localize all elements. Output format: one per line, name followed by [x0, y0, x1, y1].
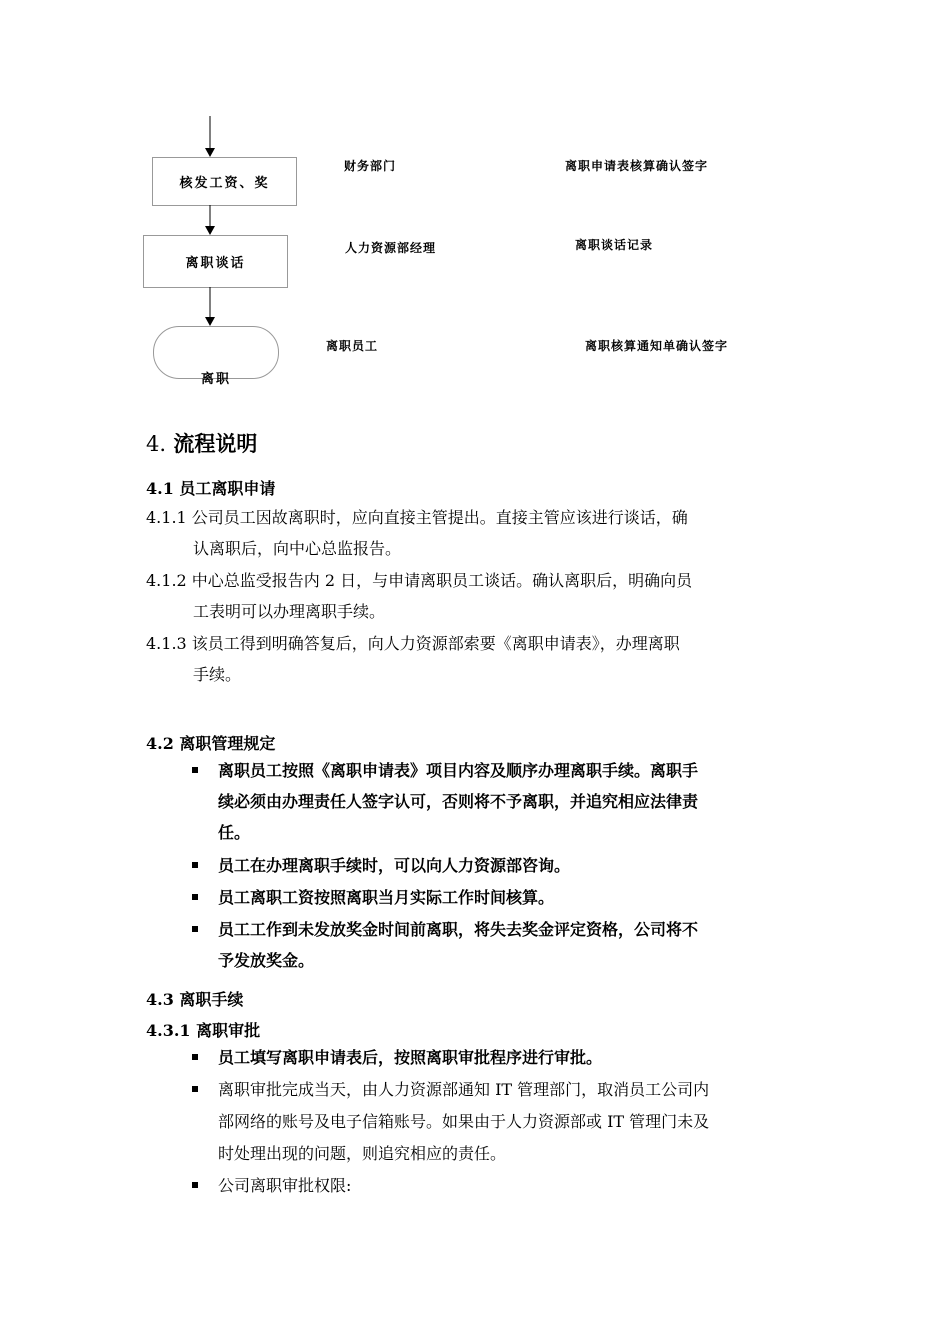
heading-4-3: 4.3 离职手续	[146, 990, 244, 1009]
flow-doc-employee: 离职核算通知单确认签字	[585, 339, 729, 353]
flow-terminal-leave	[153, 326, 279, 387]
approval-3-line1: 公司离职审批权限:	[218, 1176, 352, 1195]
rule-2-line1: 员工在办理离职手续时，可以向人力资源部咨询。	[218, 856, 571, 875]
approval-2-line2: 部网络的账号及电子信箱账号。如果由于人力资源部或 IT 管理门未及	[218, 1112, 710, 1131]
bullet-icon	[192, 894, 198, 900]
section-number: 4.	[146, 432, 167, 456]
item-4-1-1-line2: 认离职后，向中心总监报告。	[193, 539, 402, 558]
arrow-down-icon	[204, 205, 216, 236]
item-4-1-2-line2: 工表明可以办理离职手续。	[193, 602, 386, 621]
rule-4-line2: 予发放奖金。	[218, 951, 315, 970]
flow-box-pay-label: 核发工资、奖	[179, 176, 270, 191]
item-4-1-2-line1: 4.1.2 中心总监受报告内 2 日，与申请离职员工谈话。确认离职后，明确向员	[146, 571, 693, 590]
approval-2-line3: 时处理出现的问题，则追究相应的责任。	[218, 1144, 507, 1163]
bullet-icon	[192, 926, 198, 932]
flow-box-talk	[143, 235, 288, 288]
bullet-icon	[192, 1054, 198, 1060]
rule-1-line3: 任。	[218, 823, 251, 842]
flow-terminal-leave-label: 离职	[200, 372, 231, 387]
flow-role-hr-manager: 人力资源部经理	[345, 241, 437, 255]
rule-4-line1: 员工工作到未发放奖金时间前离职，将失去奖金评定资格，公司将不	[218, 920, 699, 939]
item-4-1-1-line1: 4.1.1 公司员工因故离职时，应向直接主管提出。直接主管应该进行谈话，确	[146, 508, 688, 527]
item-4-1-3-line2: 手续。	[193, 665, 242, 684]
rule-3-line1: 员工离职工资按照离职当月实际工作时间核算。	[218, 888, 555, 907]
heading-4-3-1: 4.3.1 离职审批	[146, 1021, 261, 1040]
flow-box-talk-label: 离职谈话	[185, 256, 246, 271]
bullet-icon	[192, 1182, 198, 1188]
approval-1-line1: 员工填写离职申请表后，按照离职审批程序进行审批。	[218, 1048, 603, 1067]
flow-role-finance: 财务部门	[344, 159, 397, 173]
heading-4-1: 4.1 员工离职申请	[146, 479, 276, 498]
heading-4-2: 4.2 离职管理规定	[146, 734, 276, 753]
rule-1-line1: 离职员工按照《离职申请表》项目内容及顺序办理离职手续。离职手	[218, 761, 699, 780]
flow-doc-finance: 离职申请表核算确认签字	[565, 159, 709, 173]
arrow-down-icon	[204, 116, 216, 158]
section-title	[146, 428, 257, 458]
flow-doc-hr-manager: 离职谈话记录	[575, 238, 654, 252]
bullet-icon	[192, 862, 198, 868]
arrow-down-icon	[204, 287, 216, 327]
section-title-text: 流程说明	[173, 431, 258, 456]
rule-1-line2: 续必须由办理责任人签字认可，否则将不予离职，并追究相应法律责	[218, 792, 699, 811]
bullet-icon	[192, 767, 198, 773]
bullet-icon	[192, 1086, 198, 1092]
flow-role-employee: 离职员工	[326, 339, 379, 353]
approval-2-line1: 离职审批完成当天，由人力资源部通知 IT 管理部门，取消员工公司内	[218, 1080, 710, 1099]
item-4-1-3-line1: 4.1.3 该员工得到明确答复后，向人力资源部索要《离职申请表》，办理离职	[146, 634, 680, 653]
flow-box-pay	[152, 157, 297, 206]
